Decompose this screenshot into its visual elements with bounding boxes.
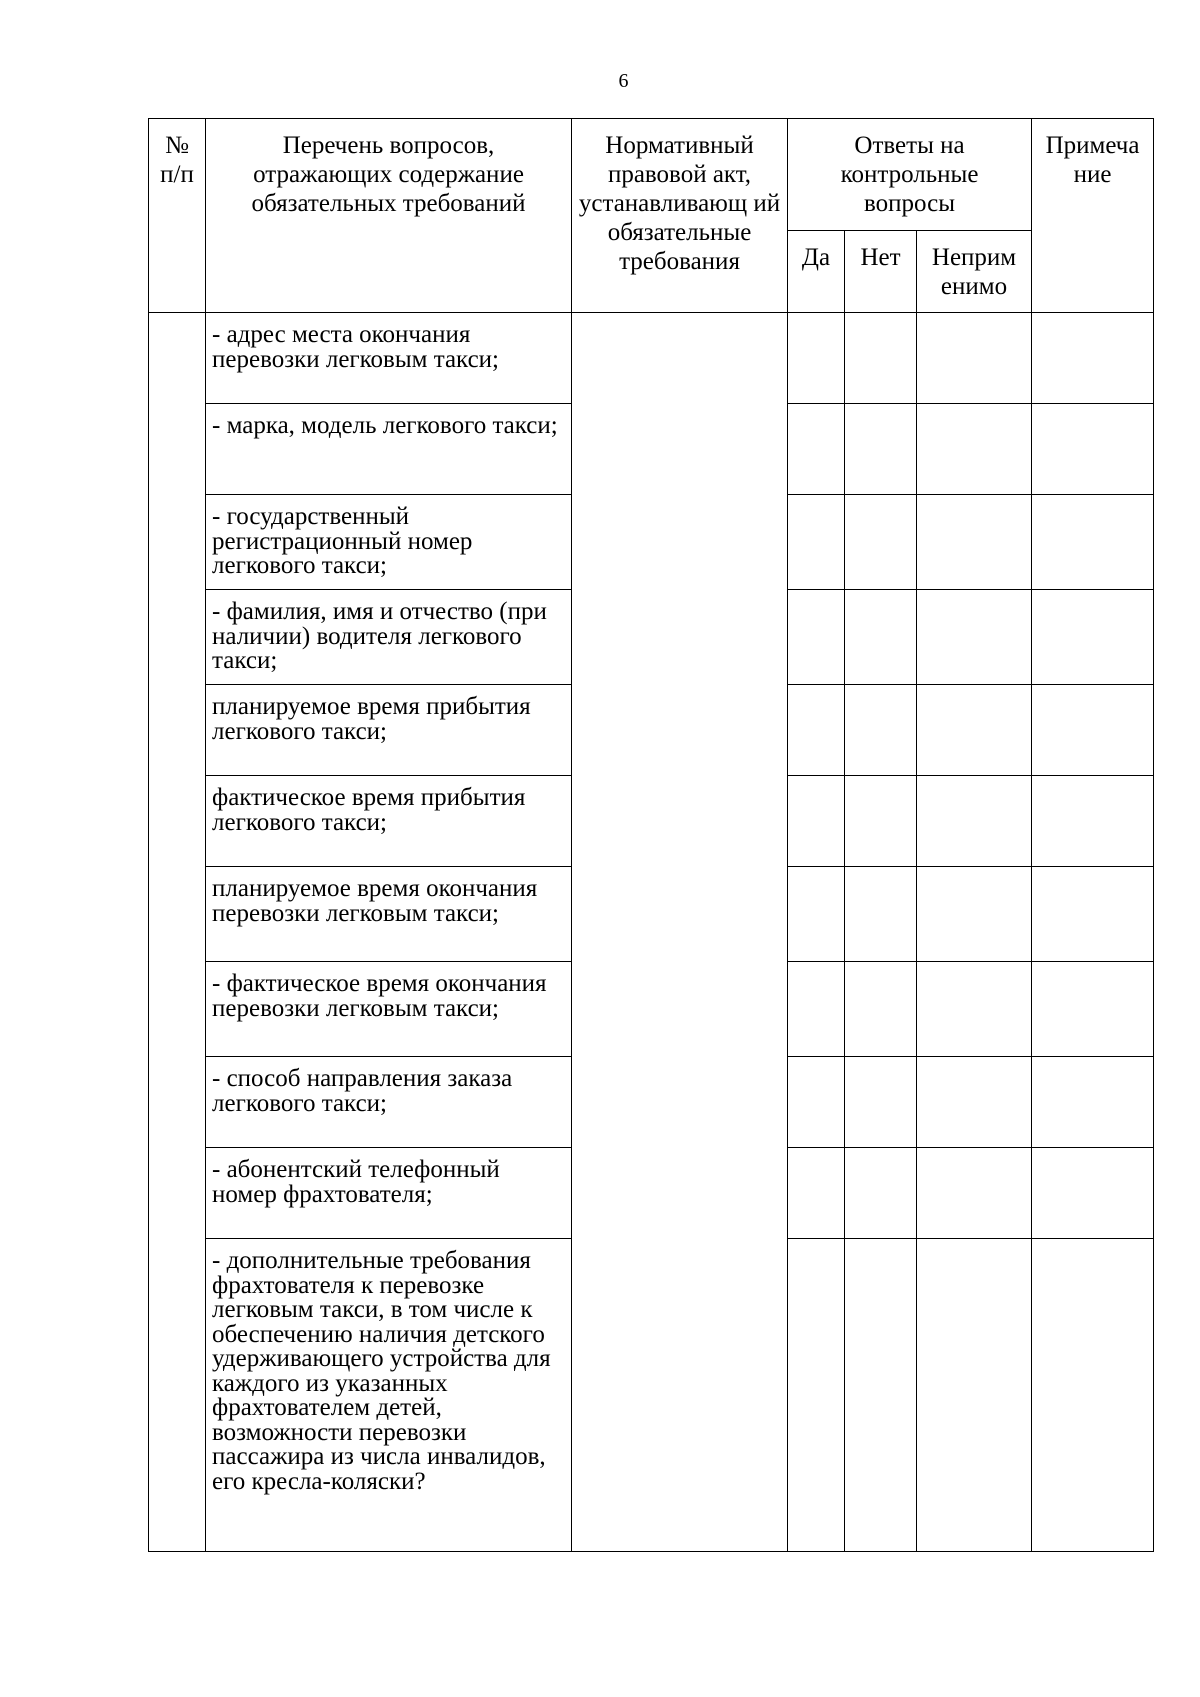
question-cell: - фамилия, имя и отчество (при наличии) водителя легкового такси; bbox=[206, 590, 572, 685]
header-no: Нет bbox=[845, 231, 917, 313]
header-answers: Ответы на контрольные вопросы bbox=[788, 119, 1032, 231]
question-cell: - марка, модель легкового такси; bbox=[206, 404, 572, 495]
answer-yes-cell[interactable] bbox=[788, 313, 845, 404]
answer-yes-cell[interactable] bbox=[788, 495, 845, 590]
answer-na-cell[interactable] bbox=[917, 962, 1032, 1057]
header-normative-act: Нормативный правовой акт, устанавливающ ий обязательные требования bbox=[572, 119, 788, 313]
answer-yes-cell[interactable] bbox=[788, 962, 845, 1057]
notes-cell[interactable] bbox=[1032, 962, 1154, 1057]
notes-cell[interactable] bbox=[1032, 495, 1154, 590]
question-cell: - абонентский телефонный номер фрахтователя; bbox=[206, 1148, 572, 1239]
answer-yes-cell[interactable] bbox=[788, 590, 845, 685]
question-cell: - фактическое время окончания перевозки легковым такси; bbox=[206, 962, 572, 1057]
answer-na-cell[interactable] bbox=[917, 404, 1032, 495]
answer-no-cell[interactable] bbox=[845, 776, 917, 867]
header-notes: Примеча ние bbox=[1032, 119, 1154, 313]
answer-yes-cell[interactable] bbox=[788, 1239, 845, 1552]
header-not-applicable: Неприм енимо bbox=[917, 231, 1032, 313]
question-cell: - адрес места окончания перевозки легковым такси; bbox=[206, 313, 572, 404]
notes-cell[interactable] bbox=[1032, 776, 1154, 867]
answer-yes-cell[interactable] bbox=[788, 1057, 845, 1148]
answer-yes-cell[interactable] bbox=[788, 404, 845, 495]
answer-na-cell[interactable] bbox=[917, 1057, 1032, 1148]
answer-na-cell[interactable] bbox=[917, 495, 1032, 590]
question-cell: планируемое время прибытия легкового такси; bbox=[206, 685, 572, 776]
answer-no-cell[interactable] bbox=[845, 590, 917, 685]
normative-act-cell bbox=[572, 313, 788, 1552]
question-cell: - государственный регистрационный номер легкового такси; bbox=[206, 495, 572, 590]
notes-cell[interactable] bbox=[1032, 590, 1154, 685]
answer-na-cell[interactable] bbox=[917, 590, 1032, 685]
header-number: № п/п bbox=[149, 119, 206, 313]
notes-cell[interactable] bbox=[1032, 867, 1154, 962]
page-number: 6 bbox=[618, 70, 629, 92]
question-cell: - способ направления заказа легкового такси; bbox=[206, 1057, 572, 1148]
answer-no-cell[interactable] bbox=[845, 1057, 917, 1148]
checklist-table bbox=[148, 118, 1154, 1552]
table-row bbox=[149, 313, 1154, 404]
question-cell: планируемое время окончания перевозки легковым такси; bbox=[206, 867, 572, 962]
answer-no-cell[interactable] bbox=[845, 867, 917, 962]
number-cell bbox=[149, 313, 206, 1552]
answer-na-cell[interactable] bbox=[917, 313, 1032, 404]
answer-no-cell[interactable] bbox=[845, 685, 917, 776]
answer-yes-cell[interactable] bbox=[788, 776, 845, 867]
answer-no-cell[interactable] bbox=[845, 495, 917, 590]
answer-no-cell[interactable] bbox=[845, 404, 917, 495]
answer-na-cell[interactable] bbox=[917, 776, 1032, 867]
question-cell: - дополнительные требования фрахтователя к перевозке легковым такси, в том числе к обеспечению наличия детского удерживающего устройства для каждого из указанных фрахтователем детей, возможности перевозки пассажира из числа инвалидов, его кресла-коляски? bbox=[206, 1239, 572, 1552]
notes-cell[interactable] bbox=[1032, 313, 1154, 404]
answer-no-cell[interactable] bbox=[845, 313, 917, 404]
question-cell: фактическое время прибытия легкового такси; bbox=[206, 776, 572, 867]
answer-na-cell[interactable] bbox=[917, 1148, 1032, 1239]
answer-yes-cell[interactable] bbox=[788, 867, 845, 962]
answer-no-cell[interactable] bbox=[845, 1239, 917, 1552]
header-questions: Перечень вопросов, отражающих содержание обязательных требований bbox=[206, 119, 572, 313]
notes-cell[interactable] bbox=[1032, 404, 1154, 495]
notes-cell[interactable] bbox=[1032, 1148, 1154, 1239]
answer-no-cell[interactable] bbox=[845, 1148, 917, 1239]
header-yes: Да bbox=[788, 231, 845, 313]
notes-cell[interactable] bbox=[1032, 685, 1154, 776]
answer-yes-cell[interactable] bbox=[788, 685, 845, 776]
notes-cell[interactable] bbox=[1032, 1057, 1154, 1148]
answer-na-cell[interactable] bbox=[917, 1239, 1032, 1552]
notes-cell[interactable] bbox=[1032, 1239, 1154, 1552]
answer-na-cell[interactable] bbox=[917, 685, 1032, 776]
answer-yes-cell[interactable] bbox=[788, 1148, 845, 1239]
answer-no-cell[interactable] bbox=[845, 962, 917, 1057]
answer-na-cell[interactable] bbox=[917, 867, 1032, 962]
